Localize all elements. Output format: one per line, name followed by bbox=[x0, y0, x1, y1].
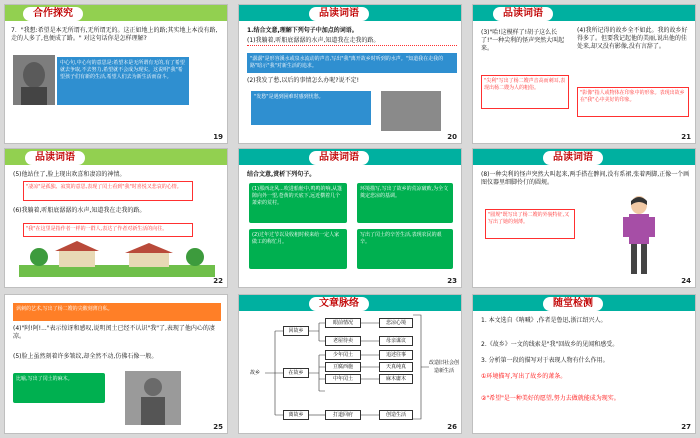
slide-title: 品读词语 bbox=[493, 7, 553, 21]
answer-box: 中心句,中心句的意思是:希望本是无所谓有无的,有了希望就去争取,不去努力,希望就不会成为现实。这说明"我"希望孩子们有新的生活,希望人们去为新生活而奋斗。 bbox=[57, 57, 189, 105]
slide-number: 23 bbox=[447, 277, 457, 285]
root-node: 故乡 bbox=[245, 369, 265, 379]
slide-number: 21 bbox=[681, 133, 691, 141]
b3-box: (2)过年过节以及收租时候来给一定人家做工的称忙月。 bbox=[249, 229, 347, 269]
slide-23[interactable] bbox=[238, 148, 462, 288]
slide-title: 品读词语 bbox=[25, 151, 85, 165]
a4-box: "影像"指人或物体在印象中的形象。表现出故乡在"我"心中美好的印象。 bbox=[577, 87, 689, 117]
mid-1: 眼前情况 bbox=[325, 318, 361, 328]
question-text: 7．"我想:希望是本无所谓有,无所谓无的。这正如地上的路;其实地上本没有路,走的人多了,也便成了路。" 对这句话你是怎样理解? bbox=[11, 27, 218, 42]
slide-26[interactable] bbox=[238, 294, 462, 434]
slide-20[interactable] bbox=[238, 4, 462, 144]
right-6: 创造生活 bbox=[379, 410, 413, 420]
a3-box: "尖利"写出了杨二嫂声音高而刺耳,表现出杨二嫂为人的粗俗。 bbox=[481, 75, 569, 109]
q5-text: (5)脸上虽然刻着许多皱纹,却全然不动,仿佛石像一般。 bbox=[13, 353, 158, 360]
q5-text: (5)他站住了,脸上现出欢喜和凄凉的神情。 bbox=[13, 171, 126, 178]
slide-title: 随堂检测 bbox=[543, 297, 603, 311]
slide-title: 文章脉络 bbox=[309, 297, 369, 311]
a-box: 比喻,写出了闰土的麻木。 bbox=[13, 373, 105, 403]
mid-4: 豆腐西施 bbox=[325, 362, 361, 372]
b1-box: (1)那西北风...吹进船舱中,鸣鸣的响,从篷隙向外一望,苍黄的天底下,远近横着几个萧索的荒村。 bbox=[249, 183, 347, 223]
q2-text: (2)我发了愁,以后的事情怎么办呢?说不定! bbox=[247, 77, 359, 84]
right-5: 麻木庸木 bbox=[379, 374, 413, 384]
slide-24[interactable] bbox=[472, 148, 696, 288]
branch-return: 回故乡 bbox=[283, 326, 309, 336]
slide-21[interactable] bbox=[472, 4, 696, 144]
q-text: (8)一种尖利的怪声突然大叫起来,两手搭在髀间,没有系裙,张着两脚,正像一个画图仪器里细脚伶仃的圆规。 bbox=[481, 171, 690, 186]
branch-stay: 在故乡 bbox=[283, 368, 309, 378]
a2-box: "发愁"是遇到困难时感到忧愁。 bbox=[251, 91, 371, 125]
slide-number: 20 bbox=[447, 133, 457, 141]
a6-box: "我"在这里是指作者一样的一群人,表达了作者对新生活的向往。 bbox=[23, 223, 193, 237]
cartoon-woman bbox=[619, 195, 659, 277]
slide-number: 27 bbox=[681, 423, 691, 431]
q1-text: (1)我躺着,听船底潺潺的水声,知道我在走我的路。 bbox=[247, 37, 457, 46]
mid-6: 打道回府 bbox=[325, 410, 361, 420]
heading-text: 结合文意,赏析下列句子。 bbox=[247, 171, 316, 178]
slide-title: 品读词语 bbox=[309, 7, 369, 21]
top-box: 讽刺的艺术,写出了杨二嫂的尖酸刻薄自私。 bbox=[13, 303, 221, 321]
slide-number: 22 bbox=[213, 277, 223, 285]
q4-text: (4)我所记得的故乡全不如此。我的故乡好得多了。但要我记起他的美丽,说出他的佳处来,却又没有影像,没有言辞了。 bbox=[577, 27, 688, 50]
slide-number: 26 bbox=[447, 423, 457, 431]
q4-text: (4)"阿!阿!..."表示惊讶和感叹,说明闰土已经不认识"我"了,表现了他内心的凄凉。 bbox=[13, 325, 215, 340]
mid-2: 老屋待卖 bbox=[325, 336, 361, 346]
slide-title: 品读词语 bbox=[543, 151, 603, 165]
b2-box: 环境描写,写出了故乡的荒凉破败,为全文奠定悲凉的基调。 bbox=[357, 183, 453, 223]
slide-number: 25 bbox=[213, 423, 223, 431]
slide-number: 24 bbox=[681, 277, 691, 285]
end-node: 改造旧社会创造新生活 bbox=[429, 359, 459, 377]
line-5: ②"希望"是一种美好的愿望,努力去做就能成为现实。 bbox=[481, 395, 620, 402]
mid-3: 少年闰土 bbox=[325, 350, 361, 360]
landscape-illustration bbox=[19, 241, 215, 277]
right-2: 母亲谋议 bbox=[379, 336, 413, 346]
right-1: 悲凉心境 bbox=[379, 318, 413, 328]
q6-text: (6)我躺着,听船底潺潺的水声,知道我在走我的路。 bbox=[13, 207, 146, 214]
slide-25[interactable] bbox=[4, 294, 228, 434]
slide-22[interactable] bbox=[4, 148, 228, 288]
a5-box: "凄凉"是孤独、寂寞的意思,表现了闰土看到"我"时喜悦又悲哀的心情。 bbox=[23, 181, 193, 201]
slide-title: 合作探究 bbox=[23, 7, 83, 21]
branch-leave: 离故乡 bbox=[283, 410, 309, 420]
right-3: 追述往事 bbox=[379, 350, 413, 360]
slide-19[interactable] bbox=[4, 4, 228, 144]
right-4: 天真纯真 bbox=[379, 362, 413, 372]
line-1: 1. 本文选自《呐喊》,作者是鲁迅,浙江绍兴人。 bbox=[481, 317, 607, 324]
q3-text: (3)"哈!这模样了!胡子这么长了!"一种尖利的怪声突然大叫起来。 bbox=[481, 29, 565, 52]
line-3: 3. 分析第一段的描写对于表现人物有什么作用。 bbox=[481, 357, 609, 364]
portrait-photo bbox=[13, 55, 55, 105]
slide-title: 品读词语 bbox=[309, 151, 369, 165]
portrait-photo bbox=[125, 371, 181, 425]
line-4: ①环境描写,写出了故乡的萧条。 bbox=[481, 373, 567, 380]
b4-box: 写出了闰土的辛苦生活,表现农民的艰辛。 bbox=[357, 229, 453, 269]
a-box: "圆规"既写出了杨二嫂的外貌特征,又写出了她的刻薄。 bbox=[485, 209, 575, 239]
mid-5: 中年闰土 bbox=[325, 374, 361, 384]
a1-box: "潺潺"是形容溪水或泉水流动的声音,写出"我"离开故乡时听到的水声。"知道我在走我的路"暗示"我"对新生活的追求。 bbox=[247, 53, 457, 73]
line-2: 2.《故乡》一文的线索是"我"回故乡的见闻和感受。 bbox=[481, 341, 619, 348]
heading-text: 1.结合文意,理解下列句子中加点的词语。 bbox=[247, 27, 358, 34]
slide-27[interactable] bbox=[472, 294, 696, 434]
portrait-photo bbox=[381, 91, 441, 131]
slide-number: 19 bbox=[213, 133, 223, 141]
